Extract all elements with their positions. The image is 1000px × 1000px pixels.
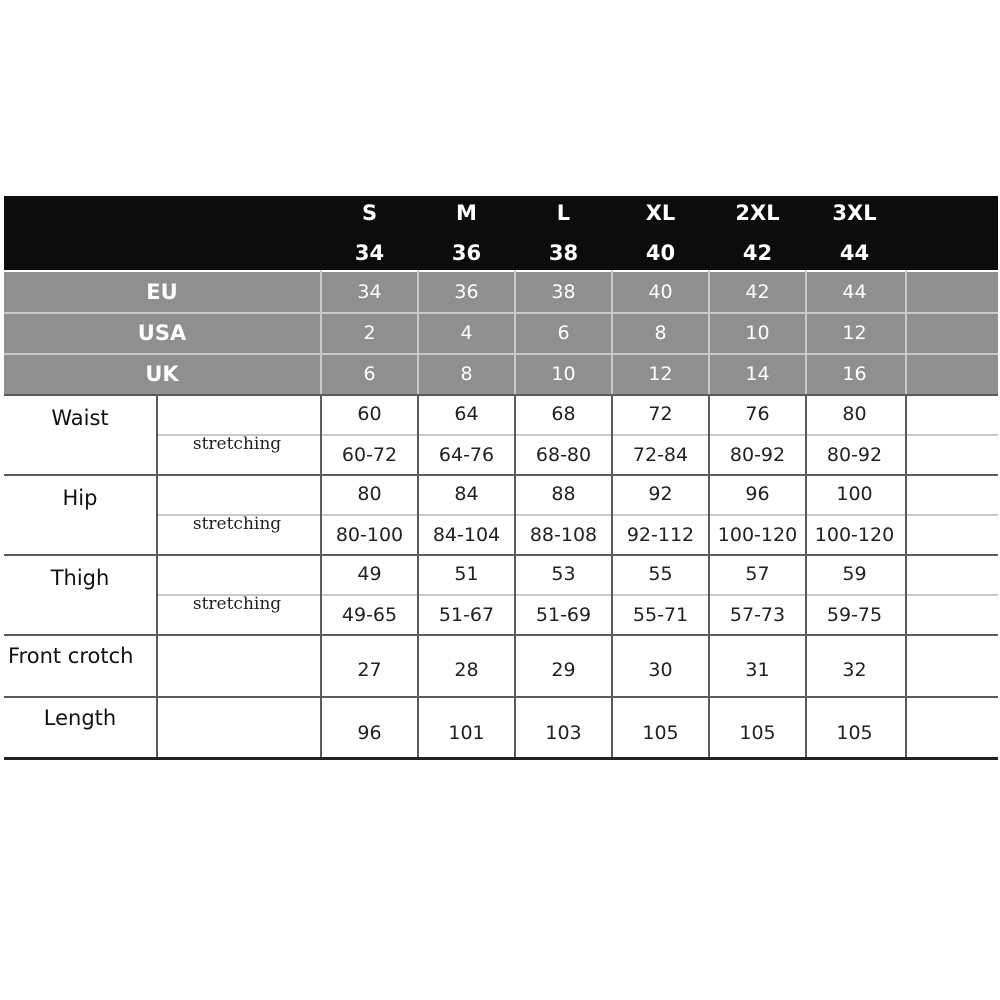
size-chart-table (4, 196, 998, 759)
size-header-cell (709, 196, 806, 270)
measurement-label: Thigh (50, 566, 110, 590)
size-number: 34 (354, 241, 385, 265)
size-number: 42 (742, 241, 773, 265)
conversion-cell: 2 (363, 322, 376, 344)
size-letter: S (361, 201, 378, 225)
conversion-row-label: EU (146, 280, 178, 304)
measurement-cell: 100-120 (814, 524, 895, 546)
measurement-cell: 96 (745, 483, 770, 505)
conversion-column-divider (611, 270, 613, 394)
measurement-cell: 60 (357, 403, 382, 425)
conversion-cell: 16 (842, 363, 867, 385)
conversion-column-divider (805, 270, 807, 394)
measurement-cell: 49-65 (341, 604, 398, 626)
conversion-cell: 8 (460, 363, 473, 385)
conversion-cell: 8 (654, 322, 667, 344)
measurement-cell: 101 (448, 722, 485, 744)
conversion-column-divider (708, 270, 710, 394)
measurement-cell: 51-69 (535, 604, 592, 626)
stretching-label: stretching (192, 434, 282, 454)
conversion-cell: 6 (557, 322, 570, 344)
table-bottom-border (4, 757, 998, 760)
measurement-cell: 28 (454, 659, 479, 681)
measurement-cell: 88 (551, 483, 576, 505)
row-divider (4, 554, 998, 556)
measurement-label: Front crotch (8, 644, 134, 668)
conversion-row-label: USA (137, 321, 187, 345)
measurement-cell: 100 (836, 483, 873, 505)
conversion-column-divider (417, 270, 419, 394)
measurement-cell: 84-104 (432, 524, 501, 546)
measurement-cell: 55-71 (632, 604, 689, 626)
measurement-cell: 105 (739, 722, 776, 744)
conversion-divider (4, 312, 998, 314)
measurement-cell: 57 (745, 563, 770, 585)
measurement-cell: 51-67 (438, 604, 495, 626)
measurement-cell: 80-92 (729, 444, 786, 466)
measurement-cell: 27 (357, 659, 382, 681)
size-header-cell (418, 196, 515, 270)
measurement-cell: 80 (357, 483, 382, 505)
measurement-cell: 68 (551, 403, 576, 425)
conversion-cell: 14 (745, 363, 770, 385)
measurement-cell: 80-100 (335, 524, 404, 546)
measurement-cell: 60-72 (341, 444, 398, 466)
conversion-cell: 10 (551, 363, 576, 385)
measurement-cell: 92-112 (626, 524, 695, 546)
row-divider (4, 474, 998, 476)
conversion-cell: 10 (745, 322, 770, 344)
measurement-cell: 100-120 (717, 524, 798, 546)
measurement-cell: 51 (454, 563, 479, 585)
conversion-cell: 38 (551, 281, 576, 303)
measurement-label: Length (43, 706, 117, 730)
conversion-cell: 42 (745, 281, 770, 303)
row-divider (4, 696, 998, 698)
size-letter: XL (645, 201, 676, 225)
conversion-row (4, 354, 998, 394)
measurement-cell: 68-80 (535, 444, 592, 466)
measurement-cell: 96 (357, 722, 382, 744)
column-divider (905, 394, 907, 759)
conversion-cell: 40 (648, 281, 673, 303)
size-number: 38 (548, 241, 579, 265)
measurement-cell: 49 (357, 563, 382, 585)
measurement-cell: 64 (454, 403, 479, 425)
size-header-cell (612, 196, 709, 270)
conversion-row (4, 313, 998, 353)
measurement-cell: 53 (551, 563, 576, 585)
measurement-cell: 32 (842, 659, 867, 681)
conversion-row (4, 272, 998, 312)
conversion-cell: 12 (842, 322, 867, 344)
measurement-cell: 76 (745, 403, 770, 425)
measurement-cell: 80 (842, 403, 867, 425)
measurement-cell: 105 (642, 722, 679, 744)
conversion-row-label: UK (145, 362, 179, 386)
measurement-cell: 72 (648, 403, 673, 425)
conversion-column-divider (905, 270, 907, 394)
size-number: 44 (839, 241, 870, 265)
measurement-cell: 80-92 (826, 444, 883, 466)
measurement-cell: 105 (836, 722, 873, 744)
row-divider (4, 634, 998, 636)
size-header-cell (321, 196, 418, 270)
measurement-cell: 72-84 (632, 444, 689, 466)
size-number: 40 (645, 241, 676, 265)
size-letter: 2XL (735, 201, 780, 225)
size-number: 36 (451, 241, 482, 265)
stretching-label: stretching (192, 594, 282, 614)
conversion-column-divider (320, 270, 322, 394)
measurement-cell: 55 (648, 563, 673, 585)
size-letter: 3XL (832, 201, 877, 225)
conversion-cell: 36 (454, 281, 479, 303)
measurement-label: Hip (62, 486, 98, 510)
measurement-cell: 57-73 (729, 604, 786, 626)
measurement-cell: 92 (648, 483, 673, 505)
measurement-cell: 31 (745, 659, 770, 681)
size-header-cell (515, 196, 612, 270)
size-letter: L (556, 201, 571, 225)
size-header-band (4, 196, 998, 270)
conversion-column-divider (514, 270, 516, 394)
measurement-cell: 88-108 (529, 524, 598, 546)
measurement-cell: 84 (454, 483, 479, 505)
conversion-divider (4, 353, 998, 355)
conversion-cell: 34 (357, 281, 382, 303)
measurement-cell: 64-76 (438, 444, 495, 466)
row-divider (4, 394, 998, 396)
measurement-cell: 30 (648, 659, 673, 681)
conversion-cell: 44 (842, 281, 867, 303)
size-header-cell (806, 196, 903, 270)
measurement-cell: 29 (551, 659, 576, 681)
conversion-cell: 4 (460, 322, 473, 344)
measurement-label: Waist (51, 406, 109, 430)
measurement-cell: 103 (545, 722, 582, 744)
measurement-cell: 59-75 (826, 604, 883, 626)
measurement-cell: 59 (842, 563, 867, 585)
size-letter: M (456, 201, 477, 225)
conversion-cell: 6 (363, 363, 376, 385)
stretching-label: stretching (192, 514, 282, 534)
conversion-cell: 12 (648, 363, 673, 385)
